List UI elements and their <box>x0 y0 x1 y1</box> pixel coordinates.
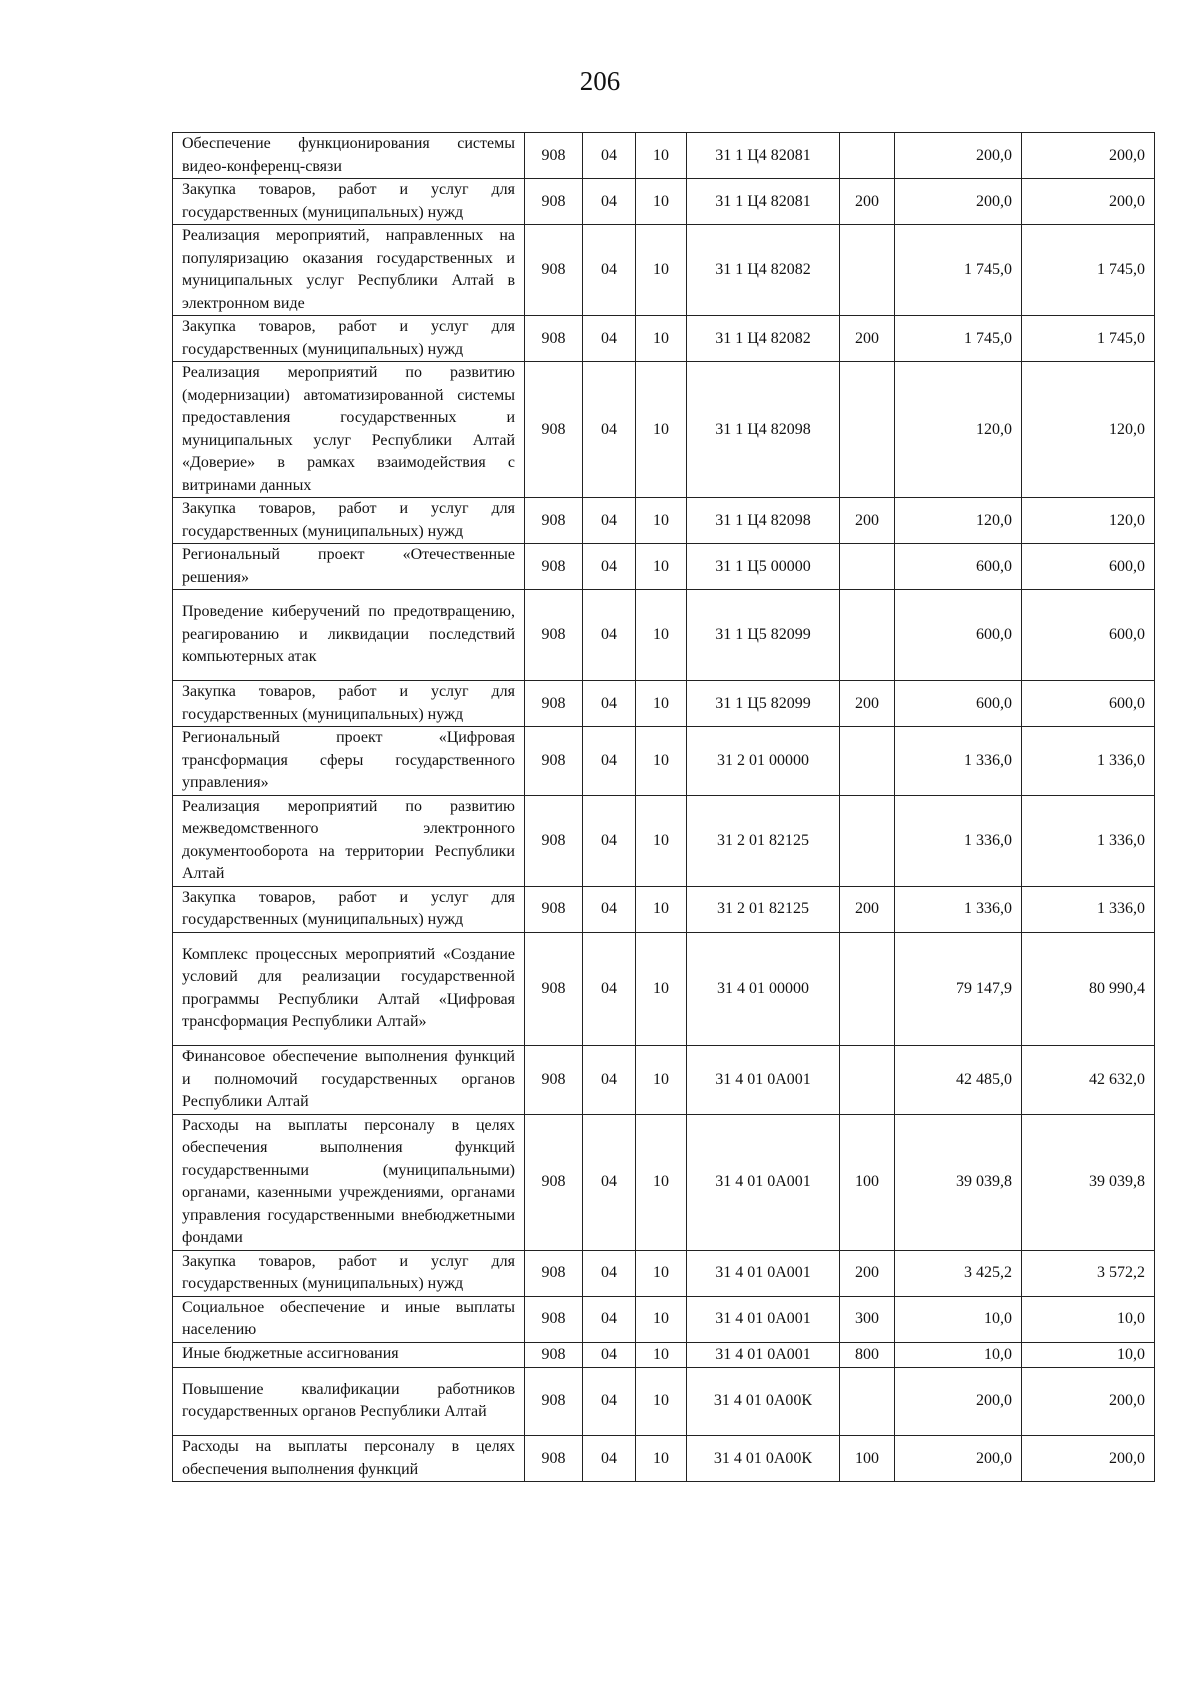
target-article-cell: 31 1 Ц4 82081 <box>687 133 840 179</box>
amount-year-2-cell: 1 336,0 <box>1022 886 1155 932</box>
row-name-cell: Реализация мероприятий по развитию межведомственного электронного документооборота на территории Республики Алтай <box>173 795 525 886</box>
expense-type-cell <box>840 932 895 1046</box>
ministry-code-cell: 908 <box>525 590 583 681</box>
amount-year-1-cell: 1 336,0 <box>895 795 1022 886</box>
subsection-code-cell: 10 <box>636 544 687 590</box>
expense-type-cell <box>840 795 895 886</box>
subsection-code-cell: 10 <box>636 179 687 225</box>
amount-year-2-cell: 200,0 <box>1022 179 1155 225</box>
amount-year-1-cell: 200,0 <box>895 133 1022 179</box>
subsection-code-cell: 10 <box>636 1296 687 1342</box>
target-article-cell: 31 2 01 82125 <box>687 886 840 932</box>
amount-year-2-cell: 42 632,0 <box>1022 1046 1155 1115</box>
ministry-code-cell: 908 <box>525 932 583 1046</box>
target-article-cell: 31 1 Ц5 82099 <box>687 681 840 727</box>
expense-type-cell: 200 <box>840 886 895 932</box>
expense-type-cell: 200 <box>840 681 895 727</box>
section-code-cell: 04 <box>583 1046 636 1115</box>
table-row <box>173 1046 1155 1115</box>
section-code-cell: 04 <box>583 886 636 932</box>
table-row <box>173 1436 1155 1482</box>
target-article-cell: 31 1 Ц4 82082 <box>687 316 840 362</box>
subsection-code-cell: 10 <box>636 498 687 544</box>
ministry-code-cell: 908 <box>525 1436 583 1482</box>
subsection-code-cell: 10 <box>636 1250 687 1296</box>
ministry-code-cell: 908 <box>525 316 583 362</box>
target-article-cell: 31 4 01 0А001 <box>687 1342 840 1367</box>
ministry-code-cell: 908 <box>525 795 583 886</box>
subsection-code-cell: 10 <box>636 1367 687 1436</box>
target-article-cell: 31 2 01 00000 <box>687 727 840 796</box>
amount-year-2-cell: 600,0 <box>1022 544 1155 590</box>
amount-year-1-cell: 1 336,0 <box>895 886 1022 932</box>
expense-type-cell: 800 <box>840 1342 895 1367</box>
table-row <box>173 498 1155 544</box>
target-article-cell: 31 4 01 00000 <box>687 932 840 1046</box>
section-code-cell: 04 <box>583 1296 636 1342</box>
section-code-cell: 04 <box>583 316 636 362</box>
table-row <box>173 795 1155 886</box>
amount-year-1-cell: 120,0 <box>895 498 1022 544</box>
subsection-code-cell: 10 <box>636 681 687 727</box>
row-name-cell: Иные бюджетные ассигнования <box>173 1342 525 1367</box>
page-number: 206 <box>579 66 621 96</box>
table-row <box>173 1250 1155 1296</box>
table-row <box>173 590 1155 681</box>
amount-year-2-cell: 1 336,0 <box>1022 727 1155 796</box>
expense-type-cell <box>840 133 895 179</box>
table-row <box>173 1114 1155 1250</box>
table-row <box>173 225 1155 316</box>
row-name-cell: Обеспечение функционирования системы видео-конференц-связи <box>173 133 525 179</box>
table-row <box>173 681 1155 727</box>
ministry-code-cell: 908 <box>525 179 583 225</box>
expense-type-cell: 200 <box>840 1250 895 1296</box>
amount-year-1-cell: 1 745,0 <box>895 316 1022 362</box>
target-article-cell: 31 4 01 0А001 <box>687 1296 840 1342</box>
row-name-cell: Проведение киберучений по предотвращению, реагированию и ликвидации последствий компьютерных атак <box>173 590 525 681</box>
expense-type-cell: 100 <box>840 1436 895 1482</box>
row-name-cell: Закупка товаров, работ и услуг для государственных (муниципальных) нужд <box>173 498 525 544</box>
target-article-cell: 31 4 01 0А00К <box>687 1436 840 1482</box>
subsection-code-cell: 10 <box>636 362 687 498</box>
amount-year-2-cell: 200,0 <box>1022 133 1155 179</box>
ministry-code-cell: 908 <box>525 681 583 727</box>
amount-year-2-cell: 39 039,8 <box>1022 1114 1155 1250</box>
section-code-cell: 04 <box>583 179 636 225</box>
row-name-cell: Комплекс процессных мероприятий «Создание условий для реализации государственной программы Республики Алтай «Цифровая трансформация Республики Алтай» <box>173 932 525 1046</box>
ministry-code-cell: 908 <box>525 225 583 316</box>
table-row <box>173 1367 1155 1436</box>
row-name-cell: Реализация мероприятий по развитию (модернизации) автоматизированной системы предоставления государственных и муниципальных услуг Республики Алтай «Доверие» в рамках взаимодействия с витринами данных <box>173 362 525 498</box>
amount-year-1-cell: 200,0 <box>895 179 1022 225</box>
expense-type-cell <box>840 544 895 590</box>
section-code-cell: 04 <box>583 1367 636 1436</box>
row-name-cell: Закупка товаров, работ и услуг для государственных (муниципальных) нужд <box>173 179 525 225</box>
amount-year-1-cell: 1 336,0 <box>895 727 1022 796</box>
ministry-code-cell: 908 <box>525 362 583 498</box>
ministry-code-cell: 908 <box>525 1342 583 1367</box>
amount-year-2-cell: 1 745,0 <box>1022 316 1155 362</box>
ministry-code-cell: 908 <box>525 727 583 796</box>
amount-year-2-cell: 120,0 <box>1022 362 1155 498</box>
target-article-cell: 31 2 01 82125 <box>687 795 840 886</box>
subsection-code-cell: 10 <box>636 1342 687 1367</box>
amount-year-2-cell: 10,0 <box>1022 1296 1155 1342</box>
amount-year-1-cell: 120,0 <box>895 362 1022 498</box>
amount-year-1-cell: 200,0 <box>895 1367 1022 1436</box>
section-code-cell: 04 <box>583 133 636 179</box>
amount-year-1-cell: 3 425,2 <box>895 1250 1022 1296</box>
row-name-cell: Социальное обеспечение и иные выплаты населению <box>173 1296 525 1342</box>
target-article-cell: 31 1 Ц5 00000 <box>687 544 840 590</box>
subsection-code-cell: 10 <box>636 795 687 886</box>
table-row <box>173 362 1155 498</box>
subsection-code-cell: 10 <box>636 1114 687 1250</box>
subsection-code-cell: 10 <box>636 1046 687 1115</box>
amount-year-2-cell: 200,0 <box>1022 1367 1155 1436</box>
amount-year-2-cell: 120,0 <box>1022 498 1155 544</box>
section-code-cell: 04 <box>583 544 636 590</box>
row-name-cell: Региональный проект «Отечественные решения» <box>173 544 525 590</box>
expense-type-cell: 200 <box>840 179 895 225</box>
amount-year-2-cell: 3 572,2 <box>1022 1250 1155 1296</box>
section-code-cell: 04 <box>583 1436 636 1482</box>
amount-year-1-cell: 10,0 <box>895 1342 1022 1367</box>
table-row <box>173 179 1155 225</box>
ministry-code-cell: 908 <box>525 1296 583 1342</box>
amount-year-1-cell: 79 147,9 <box>895 932 1022 1046</box>
amount-year-2-cell: 1 336,0 <box>1022 795 1155 886</box>
amount-year-1-cell: 42 485,0 <box>895 1046 1022 1115</box>
amount-year-1-cell: 1 745,0 <box>895 225 1022 316</box>
target-article-cell: 31 4 01 0А00К <box>687 1367 840 1436</box>
row-name-cell: Закупка товаров, работ и услуг для государственных (муниципальных) нужд <box>173 1250 525 1296</box>
section-code-cell: 04 <box>583 727 636 796</box>
target-article-cell: 31 1 Ц5 82099 <box>687 590 840 681</box>
ministry-code-cell: 908 <box>525 498 583 544</box>
row-name-cell: Расходы на выплаты персоналу в целях обеспечения выполнения функций <box>173 1436 525 1482</box>
table-row <box>173 133 1155 179</box>
section-code-cell: 04 <box>583 498 636 544</box>
ministry-code-cell: 908 <box>525 886 583 932</box>
amount-year-1-cell: 600,0 <box>895 544 1022 590</box>
expense-type-cell: 200 <box>840 498 895 544</box>
amount-year-1-cell: 10,0 <box>895 1296 1022 1342</box>
expense-type-cell <box>840 225 895 316</box>
section-code-cell: 04 <box>583 932 636 1046</box>
table-body <box>173 133 1155 1482</box>
row-name-cell: Финансовое обеспечение выполнения функций и полномочий государственных органов Республики Алтай <box>173 1046 525 1115</box>
target-article-cell: 31 4 01 0А001 <box>687 1046 840 1115</box>
subsection-code-cell: 10 <box>636 133 687 179</box>
table-row <box>173 1342 1155 1367</box>
table-row <box>173 544 1155 590</box>
target-article-cell: 31 1 Ц4 82081 <box>687 179 840 225</box>
amount-year-1-cell: 600,0 <box>895 681 1022 727</box>
ministry-code-cell: 908 <box>525 1114 583 1250</box>
table-row <box>173 886 1155 932</box>
amount-year-1-cell: 200,0 <box>895 1436 1022 1482</box>
ministry-code-cell: 908 <box>525 133 583 179</box>
amount-year-2-cell: 200,0 <box>1022 1436 1155 1482</box>
expense-type-cell <box>840 1367 895 1436</box>
ministry-code-cell: 908 <box>525 1367 583 1436</box>
ministry-code-cell: 908 <box>525 1250 583 1296</box>
table-row <box>173 727 1155 796</box>
row-name-cell: Региональный проект «Цифровая трансформация сферы государственного управления» <box>173 727 525 796</box>
amount-year-2-cell: 600,0 <box>1022 681 1155 727</box>
table-row <box>173 932 1155 1046</box>
row-name-cell: Закупка товаров, работ и услуг для государственных (муниципальных) нужд <box>173 886 525 932</box>
expense-type-cell: 300 <box>840 1296 895 1342</box>
target-article-cell: 31 1 Ц4 82082 <box>687 225 840 316</box>
subsection-code-cell: 10 <box>636 590 687 681</box>
subsection-code-cell: 10 <box>636 316 687 362</box>
amount-year-2-cell: 10,0 <box>1022 1342 1155 1367</box>
expense-type-cell: 200 <box>840 316 895 362</box>
row-name-cell: Реализация мероприятий, направленных на популяризацию оказания государственных и муниципальных услуг Республики Алтай в электронном виде <box>173 225 525 316</box>
section-code-cell: 04 <box>583 590 636 681</box>
section-code-cell: 04 <box>583 225 636 316</box>
expense-type-cell: 100 <box>840 1114 895 1250</box>
subsection-code-cell: 10 <box>636 225 687 316</box>
ministry-code-cell: 908 <box>525 1046 583 1115</box>
amount-year-2-cell: 600,0 <box>1022 590 1155 681</box>
table-row <box>173 1296 1155 1342</box>
subsection-code-cell: 10 <box>636 886 687 932</box>
row-name-cell: Повышение квалификации работников государственных органов Республики Алтай <box>173 1367 525 1436</box>
budget-table <box>172 132 1155 1482</box>
ministry-code-cell: 908 <box>525 544 583 590</box>
target-article-cell: 31 1 Ц4 82098 <box>687 362 840 498</box>
target-article-cell: 31 4 01 0А001 <box>687 1114 840 1250</box>
section-code-cell: 04 <box>583 362 636 498</box>
expense-type-cell <box>840 590 895 681</box>
amount-year-1-cell: 39 039,8 <box>895 1114 1022 1250</box>
expense-type-cell <box>840 362 895 498</box>
target-article-cell: 31 4 01 0А001 <box>687 1250 840 1296</box>
section-code-cell: 04 <box>583 1114 636 1250</box>
subsection-code-cell: 10 <box>636 727 687 796</box>
subsection-code-cell: 10 <box>636 1436 687 1482</box>
amount-year-2-cell: 1 745,0 <box>1022 225 1155 316</box>
expense-type-cell <box>840 727 895 796</box>
section-code-cell: 04 <box>583 1250 636 1296</box>
section-code-cell: 04 <box>583 795 636 886</box>
section-code-cell: 04 <box>583 681 636 727</box>
row-name-cell: Расходы на выплаты персоналу в целях обеспечения выполнения функций государственными (муниципальными) органами, казенными учреждениями, органами управления государственными внебюджетными фондами <box>173 1114 525 1250</box>
amount-year-2-cell: 80 990,4 <box>1022 932 1155 1046</box>
target-article-cell: 31 1 Ц4 82098 <box>687 498 840 544</box>
subsection-code-cell: 10 <box>636 932 687 1046</box>
row-name-cell: Закупка товаров, работ и услуг для государственных (муниципальных) нужд <box>173 316 525 362</box>
table-row <box>173 316 1155 362</box>
row-name-cell: Закупка товаров, работ и услуг для государственных (муниципальных) нужд <box>173 681 525 727</box>
amount-year-1-cell: 600,0 <box>895 590 1022 681</box>
section-code-cell: 04 <box>583 1342 636 1367</box>
expense-type-cell <box>840 1046 895 1115</box>
